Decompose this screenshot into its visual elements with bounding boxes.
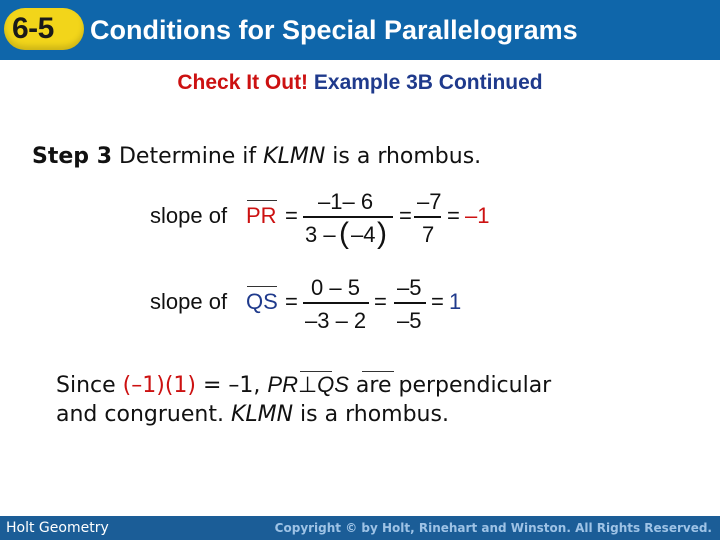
step-text-before: Determine if	[112, 144, 264, 169]
slope-pr-denominator-2: 7	[422, 222, 435, 247]
slope-qs-segment: QS	[246, 289, 278, 314]
lesson-title: Conditions for Special Parallelograms	[90, 15, 578, 45]
slope-qs-prefix: slope of	[150, 289, 228, 314]
step-text-after: is a rhombus.	[325, 144, 482, 169]
perpendicular-symbol: ⊥	[297, 372, 318, 397]
slope-pr-rparen: )	[377, 217, 387, 250]
slope-qs-denominator-1: –3 – 2	[305, 308, 367, 333]
slope-pr-equals-3: =	[447, 203, 460, 228]
slope-pr-denominator-1a: 3 –	[305, 222, 336, 247]
product-equals: = –1,	[195, 373, 268, 398]
slope-pr-denominator-1b: –4	[351, 222, 376, 247]
fraction-bar	[394, 302, 426, 304]
slope-qs-numerator-2: –5	[397, 275, 422, 300]
slope-pr-segment: PR	[246, 203, 277, 228]
footer-publisher: Holt Geometry	[6, 520, 109, 536]
slope-qs-numerator-1: 0 – 5	[311, 275, 360, 300]
footer-bar	[0, 516, 720, 540]
since-word: Since	[56, 373, 123, 398]
segment-qs: QS	[317, 372, 349, 397]
pr-overline-conclusion	[300, 371, 332, 372]
segment-pr: PR	[267, 372, 298, 397]
check-it-out-label: Check It Out!	[177, 71, 309, 94]
rhombus-text: is a rhombus.	[293, 402, 449, 427]
slope-pr-numerator-2: –7	[417, 189, 442, 214]
conclusion-figure: KLMN	[230, 402, 294, 427]
footer-copyright: Copyright © by Holt, Rinehart and Winston. All Rights Reserved.	[274, 521, 712, 535]
pr-overline	[247, 200, 277, 201]
slope-qs-equals-2: =	[374, 289, 387, 314]
slope-pr-numerator-1: –1– 6	[318, 189, 374, 214]
slope-pr-lparen: (	[339, 217, 349, 250]
example-label: Example 3B Continued	[308, 71, 543, 94]
step-figure: KLMN	[263, 144, 326, 169]
title-bar	[0, 0, 720, 60]
conclusion-line-2	[56, 402, 449, 427]
conclusion-line-1	[56, 372, 551, 398]
step-label: Step 3	[32, 144, 112, 169]
slope-pr-equals-1: =	[285, 203, 298, 228]
perpendicular-text: are perpendicular	[348, 373, 552, 398]
slope-qs-equals-3: =	[431, 289, 444, 314]
step-instruction	[32, 144, 481, 169]
congruent-text: and congruent.	[56, 402, 231, 427]
slope-qs-result: 1	[449, 289, 462, 314]
slope-pr-equals-2: =	[399, 203, 412, 228]
fraction-bar	[414, 216, 441, 218]
qs-overline	[247, 286, 277, 287]
slope-qs-denominator-2: –5	[397, 308, 422, 333]
qs-overline-conclusion	[362, 371, 394, 372]
product-red: (–1)(1)	[122, 373, 196, 398]
example-subtitle	[0, 71, 720, 95]
lesson-number: 6-5	[12, 12, 54, 45]
slope-pr-prefix: slope of	[150, 203, 228, 228]
slope-qs-equals-1: =	[285, 289, 298, 314]
fraction-bar	[303, 302, 369, 304]
slope-pr-result: –1	[465, 203, 490, 228]
